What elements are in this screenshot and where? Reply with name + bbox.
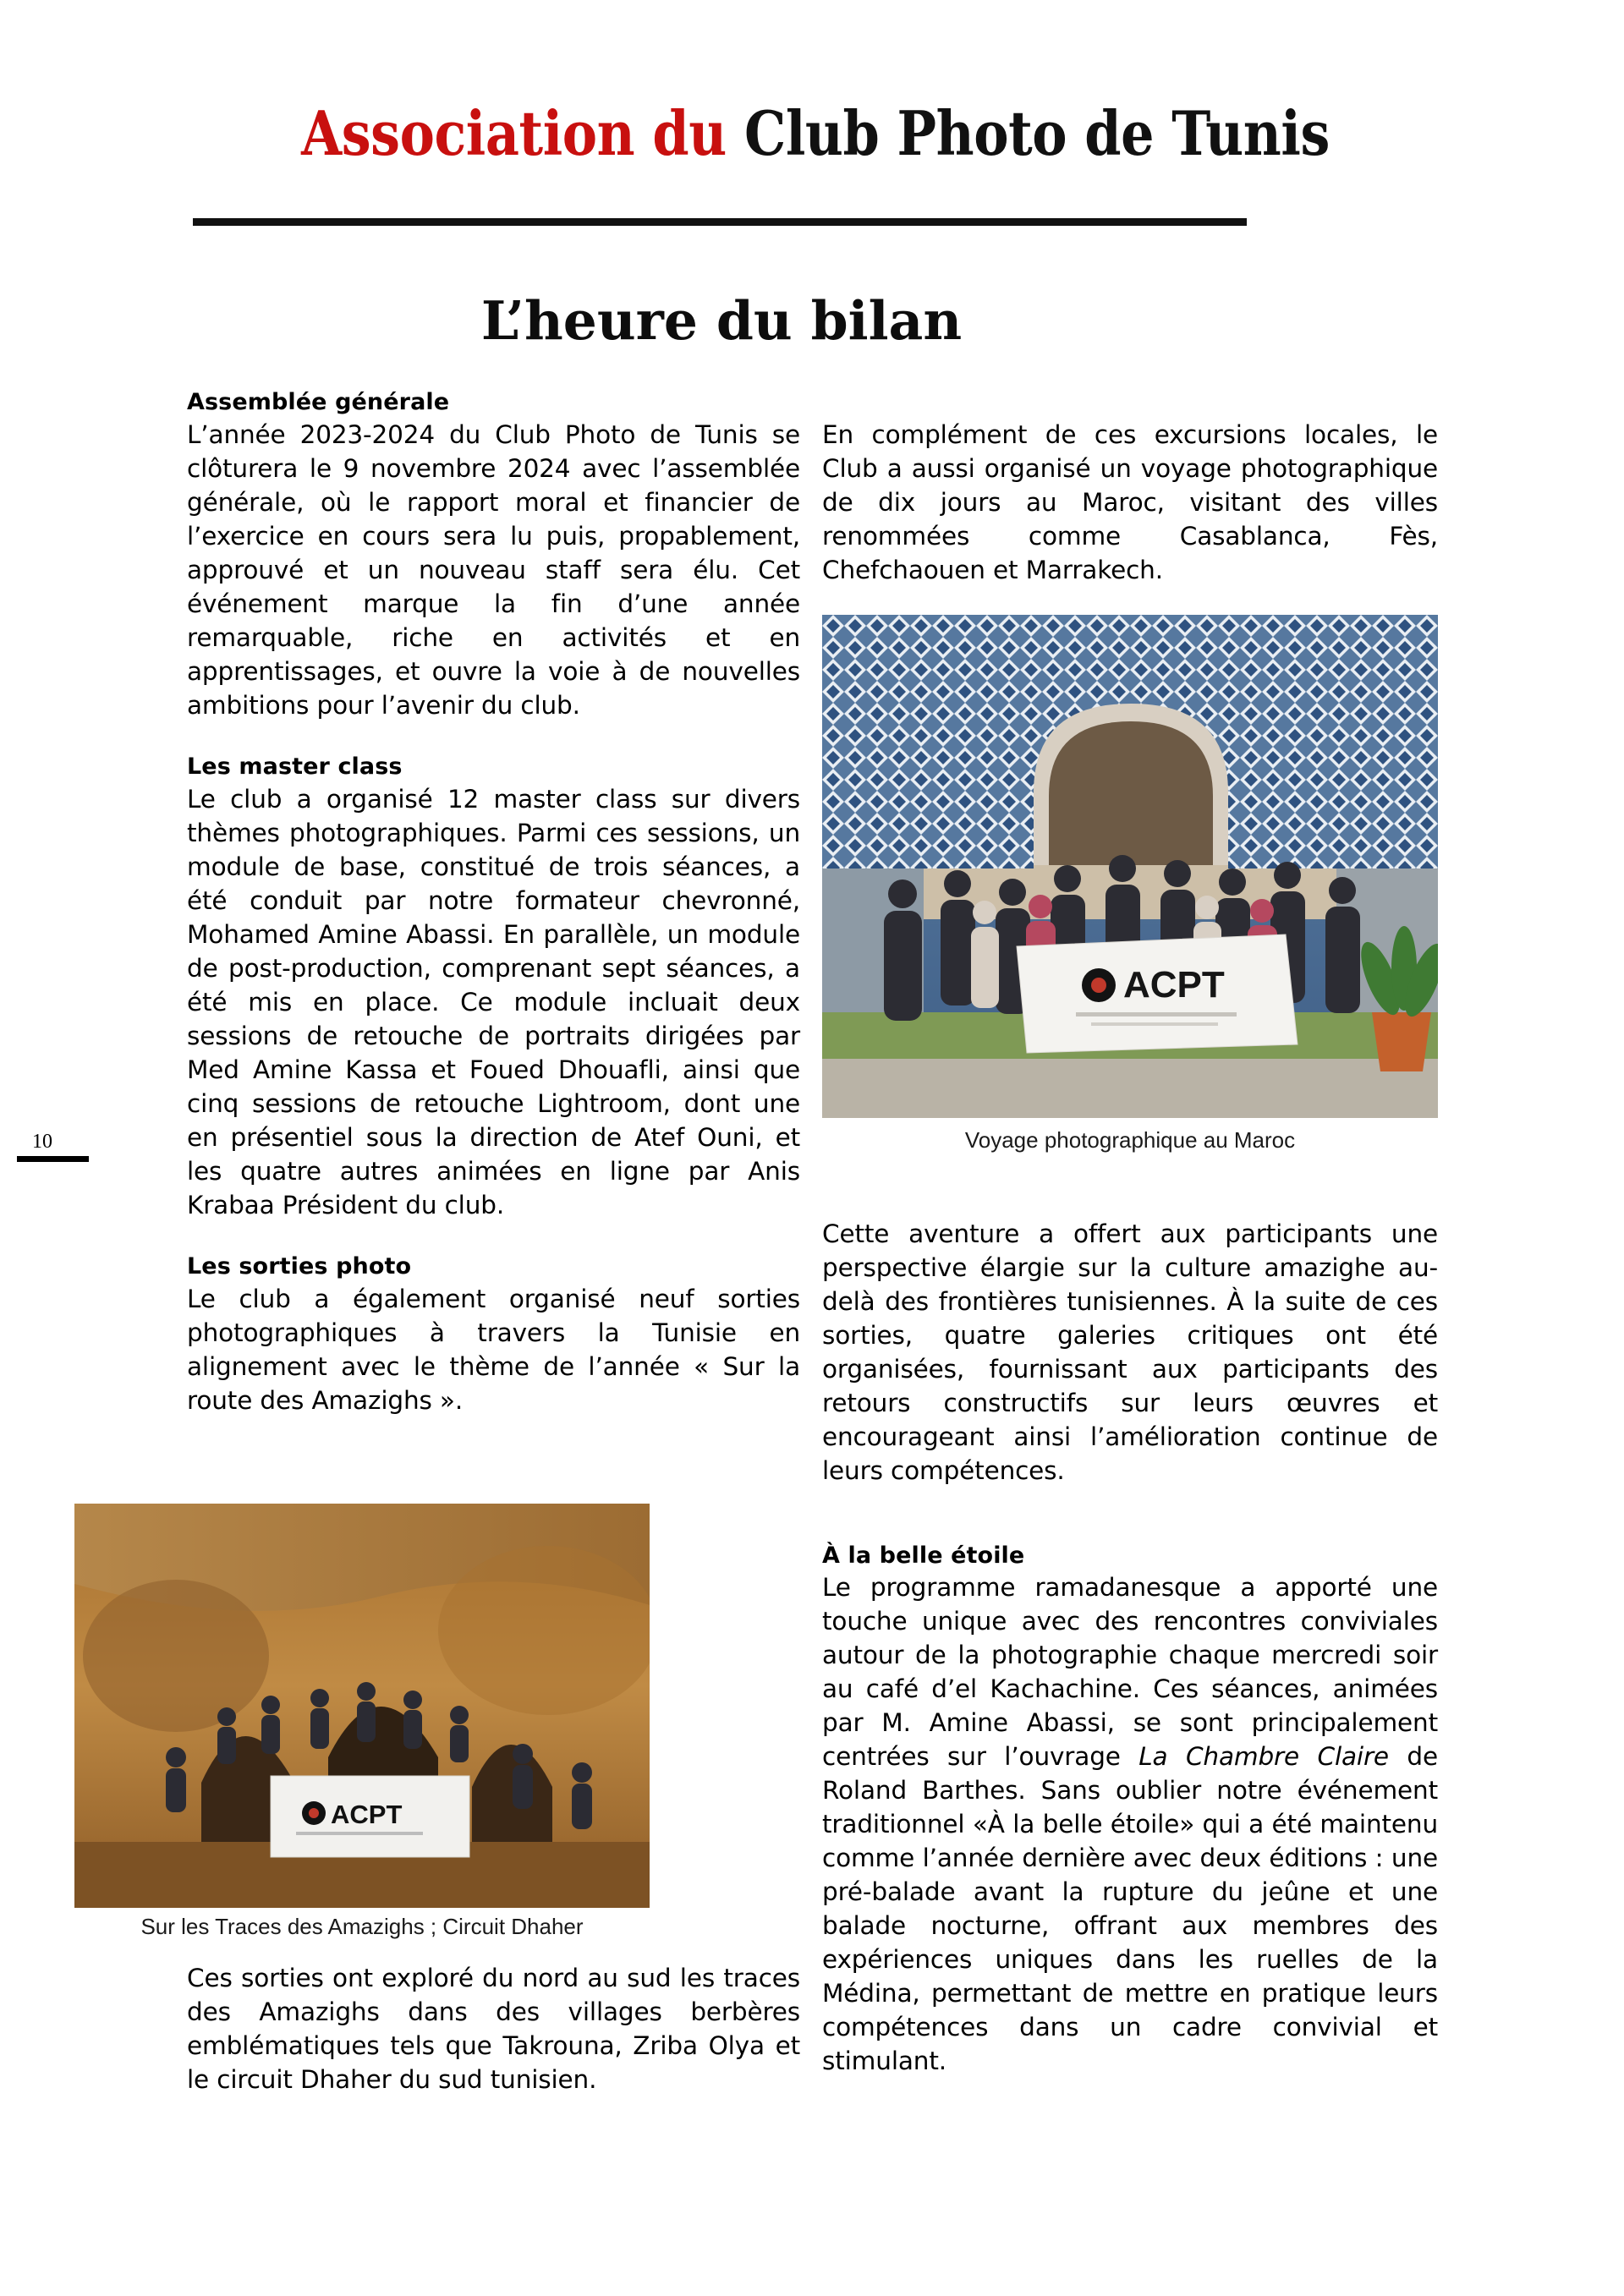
- book-title-chambre-claire: La Chambre Claire: [1138, 1741, 1389, 1771]
- section-heading-assemblee: Assemblée générale: [187, 389, 450, 415]
- masthead-black-text: Club Photo de Tunis: [726, 97, 1330, 169]
- section-body-sorties: Le club a également organisé neuf sorties photographiques à travers la Tunisie en alignement avec le thème de l’année « Sur la route des Amazighs ».: [187, 1284, 800, 1415]
- caption-morocco: Voyage photographique au Maroc: [964, 1127, 1296, 1153]
- page-folio: [17, 1132, 102, 1162]
- svg-text:ACPT: ACPT: [331, 1800, 403, 1829]
- masthead-red-text: Association du: [301, 97, 727, 169]
- section-body-belle-etoile: [822, 1571, 1438, 2079]
- belle-etoile-text-part2: de Roland Barthes. Sans oublier notre événement traditionnel «À la belle étoile» qui a été maintenu comme l’année dernière avec deux éditions : une pré-balade avant la rupture du jeûne et une balade nocturne, offrant aux membres des expériences uniques dans les ruelles de la Médina, permettant de mettre en pratique leurs compétences dans un cadre convivial et stimulant.: [822, 1741, 1438, 2075]
- right-column-belle-etoile-body: [822, 1571, 1438, 2079]
- section-body-sorties-suite: Ces sorties ont exploré du nord au sud les traces des Amazighs dans des villages berbères emblématiques tels que Takrouna, Zriba Olya et le circuit Dhaher du sud tunisien.: [187, 1964, 800, 2094]
- belle-etoile-text-part1: Le programme ramadanesque a apporté une touche unique avec des rencontres conviviales autour de la photographie chaque mercredi soir au café d’el Kachachine. Ces séances, animées par M. Amine Abassi, se sont principalement centrées sur l’ouvrage: [822, 1573, 1438, 1771]
- article-title: L’heure du bilan: [480, 289, 963, 353]
- group-photo-morocco: [822, 615, 1438, 1118]
- caption-dhaher: Sur les Traces des Amazighs ; Circuit Dhaher: [140, 1914, 584, 1939]
- section-heading-belle-etoile: À la belle étoile: [822, 1543, 1025, 1569]
- page-number: 10: [32, 1131, 52, 1153]
- section-body-assemblee: L’année 2023-2024 du Club Photo de Tunis se clôturera le 9 novembre 2024 avec l’assemblée générale, où le rapport moral et financier de l’exercice en cours sera lu puis, propablement, approuvé et un nouveau staff sera élu. Cet événement marque la fin d’une année remarquable, riche en activités et en apprentissages, et ouvre la voie à de nouvelles ambitions pour l’avenir du club.: [187, 420, 800, 720]
- svg-text:ACPT: ACPT: [1123, 964, 1225, 1006]
- right-column-belle-etoile-head: [822, 1541, 1438, 1572]
- group-photo-dhaher: [74, 1504, 650, 1908]
- left-column: [187, 387, 800, 1417]
- masthead-title: [280, 97, 1351, 169]
- section-heading-master-class: Les master class: [187, 753, 403, 780]
- folio-rule: [17, 1156, 89, 1162]
- section-body-master-class: Le club a organisé 12 master class sur divers thèmes photographiques. Parmi ces sessions, un module de base, constitué de trois séances, a été conduit par notre formateur chevronné, Mohamed Amine Abassi. En parallèle, un module de post-production, comprenant sept séances, a été mis en place. Ce module incluait deux sessions de retouche de portraits dirigées par Med Amine Kassa et Foued Dhouafli, ainsi que cinq sessions de retouche Lightroom, dont une en présentiel sous la direction de Atef Ouni, et les quatre autres animées en ligne par Anis Krabaa Président du club.: [187, 784, 800, 1219]
- left-column-continued: [187, 1962, 800, 2097]
- right-column-intro: [822, 419, 1438, 588]
- section-body-maroc-intro: En complément de ces excursions locales, le Club a aussi organisé un voyage photographique de dix jours au Maroc, visitant des villes renommées comme Casablanca, Fès, Chefchaouen et Marrakech.: [822, 420, 1438, 584]
- section-body-maroc-suite: Cette aventure a offert aux participants une perspective élargie sur la culture amazighe au-delà des frontières tunisiennes. À la suite de ces sorties, quatre galeries critiques ont été organisées, fournissant aux participants des retours constructifs sur leurs œuvres et encourageant ainsi l’amélioration continue de leurs compétences.: [822, 1219, 1438, 1485]
- masthead-divider: [193, 218, 1247, 226]
- right-column-continued: [822, 1218, 1438, 1488]
- section-heading-sorties: Les sorties photo: [187, 1252, 412, 1280]
